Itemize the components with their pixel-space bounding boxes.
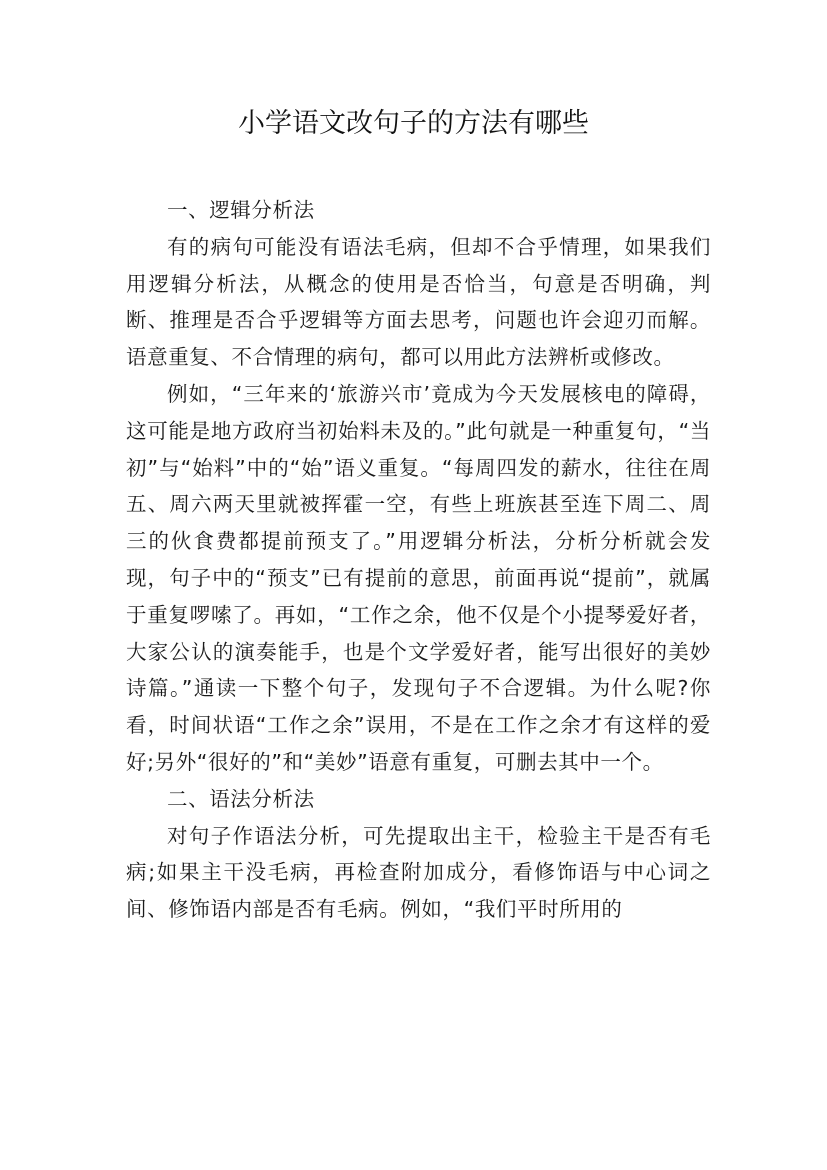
section-heading-logic: 一、逻辑分析法 — [167, 198, 315, 222]
document-body — [126, 192, 711, 928]
document-title: 小学语文改句子的方法有哪些 — [238, 108, 589, 139]
paragraph-logic-examples: 例如，“三年来的‘旅游兴市’竟成为今天发展核电的障碍，这可能是地方政府当初始料未及的。”此句就是一种重复句，“当初”与“始料”中的“始”语义重复。“每周四发的薪水，往往在周五、周六两天里就被挥霍一空，有些上班族甚至连下周二、周三的伙食费都提前预支了。”用逻辑分析法，分析分析就会发现，句子中的“预支”已有提前的意思，前面再说“提前”，就属于重复啰嗦了。再如，“工作之余，他不仅是个小提琴爱好者，大家公认的演奏能手，也是个文学爱好者，能写出很好的美妙诗篇。”通读一下整个句子，发现句子不合逻辑。为什么呢?你看，时间状语“工作之余”误用，不是在工作之余才有这样的爱好;另外“很好的”和“美妙”语意有重复，可删去其中一个。 — [126, 381, 711, 774]
paragraph-logic-intro: 有的病句可能没有语法毛病，但却不合乎情理，如果我们用逻辑分析法，从概念的使用是否恰当，句意是否明确，判断、推理是否合乎逻辑等方面去思考，问题也许会迎刃而解。语意重复、不合情理的病句，都可以用此方法辨析或修改。 — [126, 234, 711, 370]
section-heading-grammar: 二、语法分析法 — [167, 786, 315, 811]
paragraph-grammar-intro: 对句子作语法分析，可先提取出主干，检验主干是否有毛病;如果主干没毛病，再检查附加成分，看修饰语与中心词之间、修饰语内部是否有毛病。例如，“我们平时所用的 — [126, 823, 711, 922]
